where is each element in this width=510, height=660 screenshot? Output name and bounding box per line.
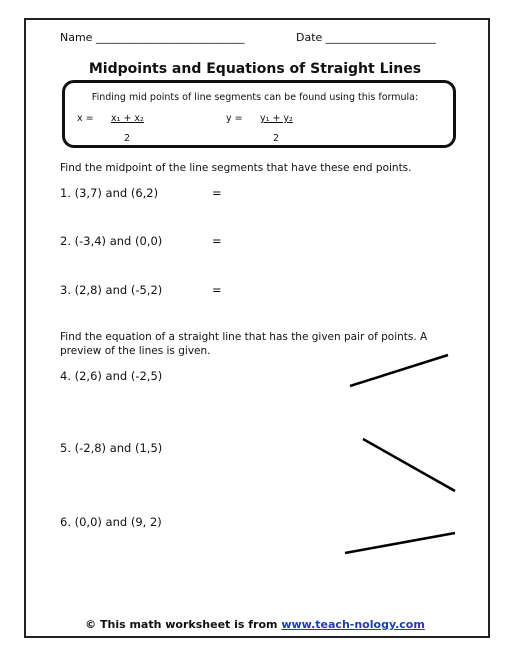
formula-y-denominator: 2	[273, 133, 280, 144]
question-1-equals: =	[212, 186, 222, 200]
formula-y-label: y =	[226, 113, 243, 124]
formula-intro: Finding mid points of line segments can be found using this formula:	[91, 92, 419, 103]
formula-y-numerator: y₁ + y₂	[260, 113, 293, 124]
question-3-equals: =	[212, 283, 222, 297]
page-title: Midpoints and Equations of Straight Lines	[88, 61, 422, 77]
formula-x-label: x =	[77, 113, 94, 124]
question-4: 4. (2,6) and (-2,5)	[60, 369, 163, 383]
footer-credit	[0, 618, 510, 631]
question-1: 1. (3,7) and (6,2)	[60, 186, 159, 200]
formula-x-denominator: 2	[124, 133, 131, 144]
equation-instruction-line-1: Find the equation of a straight line that has the given pair of points. A	[60, 331, 428, 343]
footer-link[interactable]: www.teach-nology.com	[281, 618, 425, 631]
line-preview-6	[345, 533, 455, 553]
equation-instruction-line-2: preview of the lines is given.	[60, 345, 211, 357]
formula-x-numerator: x₁ + x₂	[111, 113, 144, 124]
name-field: Name ___________________________	[60, 31, 245, 44]
footer-prefix: © This math worksheet is from	[85, 618, 282, 631]
question-6: 6. (0,0) and (9, 2)	[60, 515, 162, 529]
date-field: Date ____________________	[296, 31, 436, 44]
question-2-equals: =	[212, 234, 222, 248]
question-3: 3. (2,8) and (-5,2)	[60, 283, 163, 297]
line-preview-4	[350, 355, 448, 386]
midpoint-instruction: Find the midpoint of the line segments that have these end points.	[60, 162, 412, 174]
question-2: 2. (-3,4) and (0,0)	[60, 234, 163, 248]
question-5: 5. (-2,8) and (1,5)	[60, 441, 163, 455]
line-preview-5	[363, 439, 455, 491]
